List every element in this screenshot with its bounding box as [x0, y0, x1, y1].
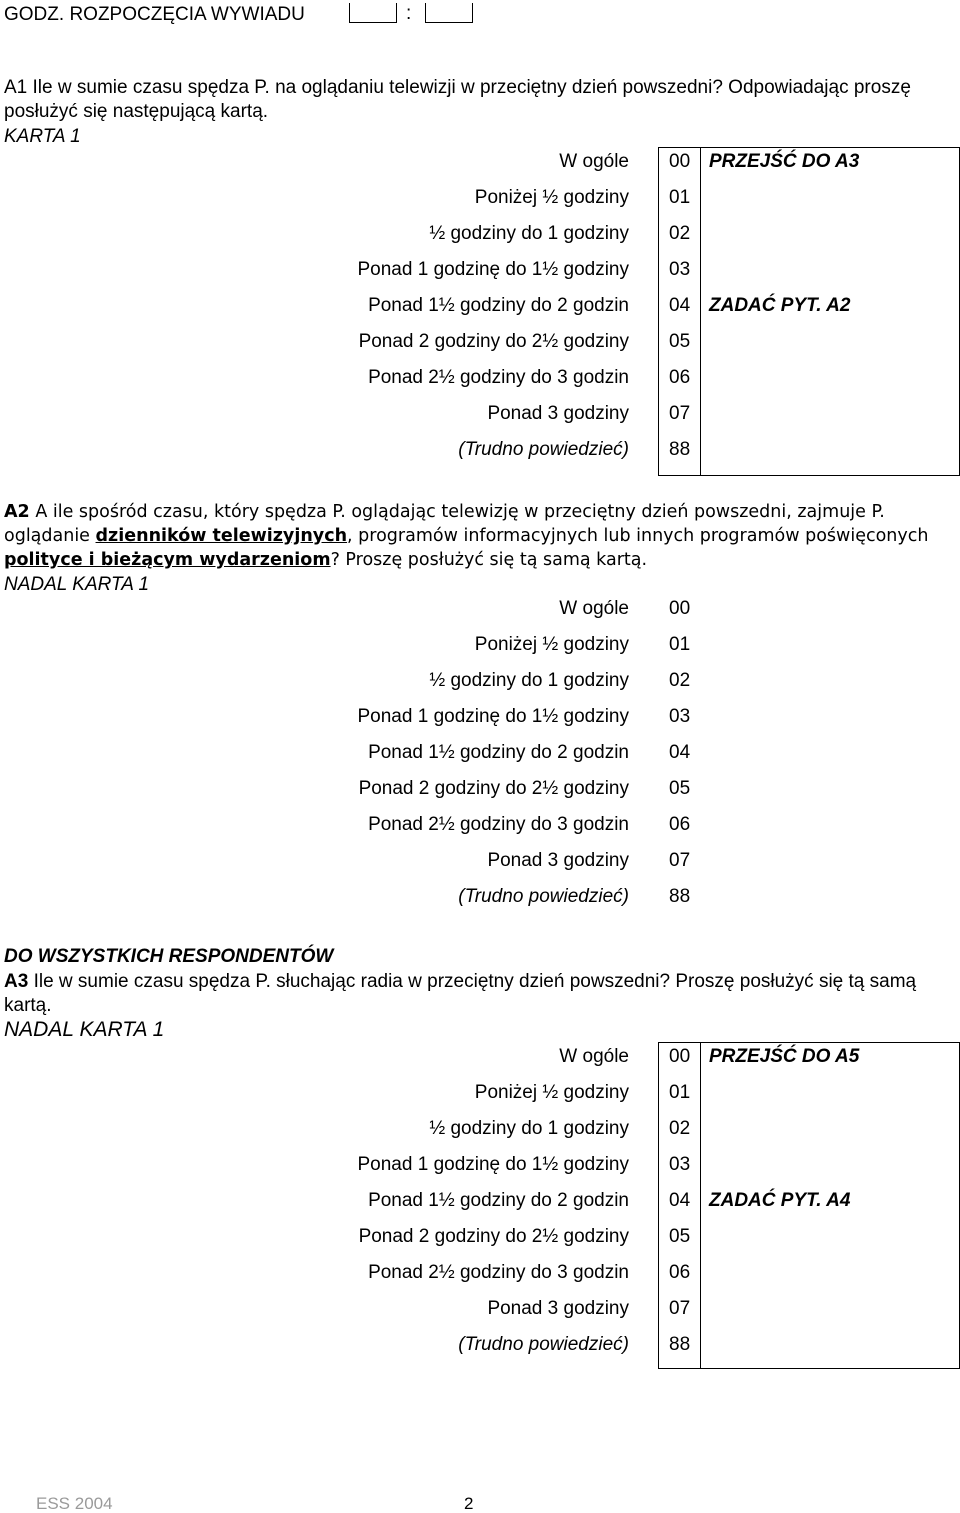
answer-option-label: Ponad 2 godziny do 2½ godziny	[358, 778, 629, 799]
answer-option-label: Ponad 2 godziny do 2½ godziny	[358, 331, 629, 352]
answer-option-label: Ponad 2½ godziny do 3 godzin	[368, 1262, 629, 1283]
footer-source: ESS 2004	[36, 1494, 113, 1513]
answer-option-code[interactable]: 05	[669, 778, 691, 799]
answer-option-label: Ponad 1½ godziny do 2 godzin	[368, 295, 629, 316]
answer-box-a3-divider	[700, 1042, 701, 1369]
hour-entry-box[interactable]	[349, 3, 397, 23]
question-a1-text: Ile w sumie czasu spędza P. na oglądaniu telewizji w przeciętny dzień powszedni? Odpowiadając proszę posłużyć się następującą kartą.	[4, 77, 911, 122]
answer-option-label: Ponad 3 godziny	[487, 1298, 629, 1319]
routing-a1-ask: ZADAĆ PYT. A2	[709, 295, 851, 316]
question-a2-number: A2	[4, 502, 30, 522]
answer-option-code[interactable]: 01	[669, 187, 691, 208]
question-a1	[4, 76, 954, 124]
routing-a3-skip: PRZEJŚĆ DO A5	[709, 1046, 860, 1067]
interview-start-time-label: GODZ. ROZPOCZĘCIA WYWIADU	[4, 4, 305, 25]
answer-option-label: ½ godziny do 1 godziny	[429, 223, 629, 244]
answer-option-label: Ponad 3 godziny	[487, 850, 629, 871]
answer-option-label: Ponad 3 godziny	[487, 403, 629, 424]
answer-option-label: Ponad 2 godziny do 2½ godziny	[358, 1226, 629, 1247]
answer-option-code[interactable]: 88	[669, 886, 691, 907]
answer-option-code[interactable]: 06	[669, 814, 691, 835]
answer-option-label: W ogóle	[559, 598, 629, 619]
question-a2-emphasis-politics: polityce i bieżącym wydarzeniom	[4, 550, 331, 570]
answer-option-code[interactable]: 04	[669, 295, 691, 316]
question-a1-card: KARTA 1	[4, 126, 81, 147]
answer-option-label: Ponad 1 godzinę do 1½ godziny	[357, 706, 629, 727]
answer-option-label: W ogóle	[559, 151, 629, 172]
answer-option-code[interactable]: 04	[669, 1190, 691, 1211]
answer-option-label: Poniżej ½ godziny	[474, 187, 629, 208]
answer-option-code[interactable]: 03	[669, 706, 691, 727]
answer-option-code[interactable]: 00	[669, 1046, 691, 1067]
answer-option-label: Ponad 1 godzinę do 1½ godziny	[357, 259, 629, 280]
respondent-filter: DO WSZYSTKICH RESPONDENTÓW	[4, 946, 334, 967]
answer-option-code[interactable]: 04	[669, 742, 691, 763]
answer-option-label: (Trudno powiedzieć)	[458, 439, 629, 460]
page-number: 2	[464, 1494, 474, 1513]
routing-a1-skip: PRZEJŚĆ DO A3	[709, 151, 860, 172]
answer-option-label: Poniżej ½ godziny	[474, 1082, 629, 1103]
time-separator: :	[406, 3, 412, 24]
answer-option-code[interactable]: 00	[669, 598, 691, 619]
answer-option-label: ½ godziny do 1 godziny	[429, 1118, 629, 1139]
answer-option-code[interactable]: 02	[669, 670, 691, 691]
answer-option-code[interactable]: 02	[669, 223, 691, 244]
question-a2-emphasis-news: dzienników telewizyjnych	[95, 526, 348, 546]
question-a2	[4, 500, 954, 572]
question-a3-card: NADAL KARTA 1	[4, 1018, 165, 1041]
answer-option-code[interactable]: 05	[669, 1226, 691, 1247]
answer-box-a1-divider	[700, 147, 701, 476]
question-a3-text: Ile w sumie czasu spędza P. słuchając radia w przeciętny dzień powszedni? Proszę posłużyć się tą samą kartą.	[4, 971, 917, 1016]
answer-option-code[interactable]: 03	[669, 1154, 691, 1175]
routing-a3-ask: ZADAĆ PYT. A4	[709, 1190, 851, 1211]
answer-option-code[interactable]: 01	[669, 1082, 691, 1103]
answer-option-code[interactable]: 88	[669, 1334, 691, 1355]
question-a3	[4, 970, 954, 1018]
answer-option-label: Ponad 1½ godziny do 2 godzin	[368, 742, 629, 763]
question-a2-text-part3: ? Proszę posłużyć się tą samą kartą.	[330, 550, 648, 570]
answer-option-label: Ponad 1½ godziny do 2 godzin	[368, 1190, 629, 1211]
question-a2-text-part1: A ile spośród czasu, który spędza P. oglądając telewizję w przeciętny dzień powszedni, zajmuje P. oglądanie	[4, 502, 885, 546]
answer-option-code[interactable]: 00	[669, 151, 691, 172]
answer-option-code[interactable]: 07	[669, 850, 691, 871]
answer-option-code[interactable]: 01	[669, 634, 691, 655]
answer-option-label: Ponad 1 godzinę do 1½ godziny	[357, 1154, 629, 1175]
answer-option-code[interactable]: 07	[669, 403, 691, 424]
question-a3-number: A3	[4, 971, 29, 992]
answer-option-code[interactable]: 07	[669, 1298, 691, 1319]
question-a1-number: A1	[4, 77, 28, 98]
minute-entry-box[interactable]	[425, 3, 473, 23]
answer-option-label: ½ godziny do 1 godziny	[429, 670, 629, 691]
answer-option-label: (Trudno powiedzieć)	[458, 1334, 629, 1355]
answer-option-label: W ogóle	[559, 1046, 629, 1067]
question-a2-card: NADAL KARTA 1	[4, 574, 150, 595]
answer-option-code[interactable]: 88	[669, 439, 691, 460]
answer-option-code[interactable]: 06	[669, 367, 691, 388]
answer-option-label: (Trudno powiedzieć)	[458, 886, 629, 907]
answer-option-code[interactable]: 02	[669, 1118, 691, 1139]
answer-option-label: Poniżej ½ godziny	[474, 634, 629, 655]
answer-option-code[interactable]: 05	[669, 331, 691, 352]
answer-option-code[interactable]: 06	[669, 1262, 691, 1283]
answer-option-code[interactable]: 03	[669, 259, 691, 280]
answer-option-label: Ponad 2½ godziny do 3 godzin	[368, 367, 629, 388]
answer-option-label: Ponad 2½ godziny do 3 godzin	[368, 814, 629, 835]
question-a2-text-part2: , programów informacyjnych lub innych programów poświęconych	[347, 526, 929, 546]
